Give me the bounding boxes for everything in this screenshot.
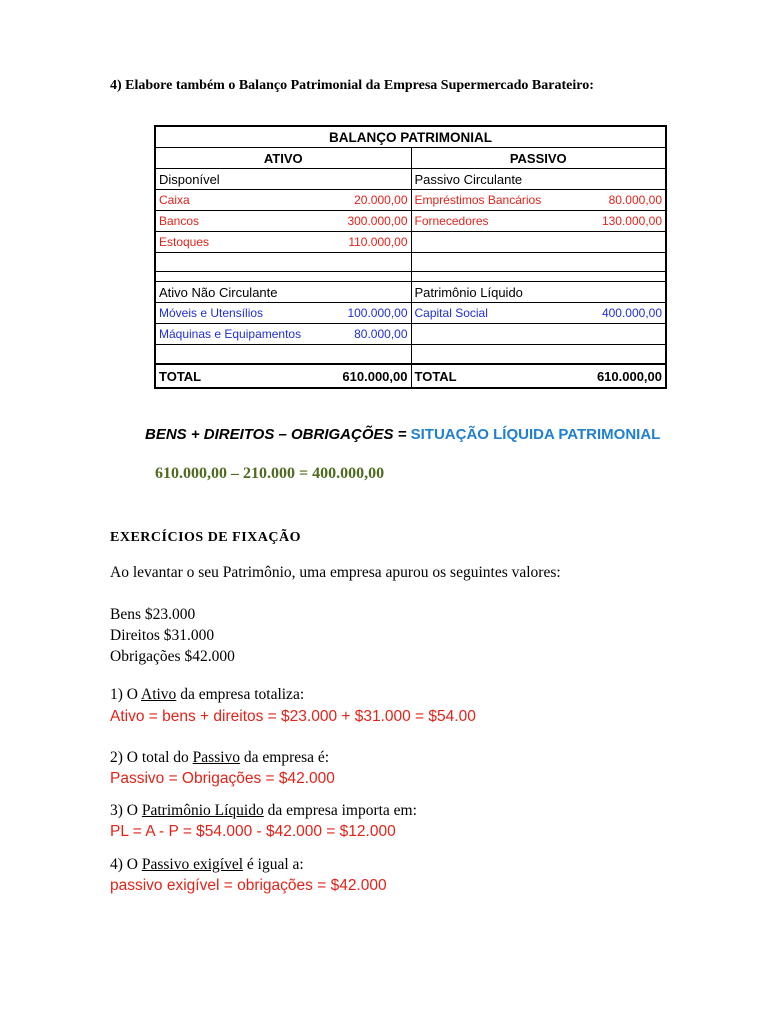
- question-term: Ativo: [141, 686, 177, 703]
- row-value: 80.000,00: [354, 327, 408, 341]
- total-label: TOTAL: [414, 368, 457, 384]
- section-disponivel: Disponível: [155, 169, 411, 190]
- calculation: 610.000,00 – 210.000 = 400.000,00: [155, 465, 385, 482]
- question-1: 1) O Ativo da empresa totaliza:: [110, 686, 305, 703]
- row-label: Caixa: [159, 193, 190, 207]
- question-term: Patrimônio Líquido: [141, 802, 264, 819]
- table-row: [155, 211, 666, 232]
- question-4: 4) O Passivo exigível é igual a:: [110, 856, 304, 873]
- empty-row: [155, 345, 666, 365]
- row-value: 300.000,00: [347, 214, 408, 228]
- row-label: Móveis e Utensílios: [159, 306, 264, 320]
- balance-sheet-table: [154, 125, 667, 389]
- section-ativo-nao-circulante: Ativo Não Circulante: [155, 282, 411, 303]
- equation-left: BENS + DIREITOS – OBRIGAÇÕES =: [145, 426, 411, 443]
- balance-sheet-title: BALANÇO PATRIMONIAL: [155, 126, 666, 148]
- table-row: [155, 303, 666, 324]
- value-bens: Bens $23.000: [110, 606, 196, 623]
- total-left-value: 610.000,00: [342, 368, 408, 384]
- row-label: Estoques: [159, 235, 210, 249]
- row-label: Máquinas e Equipamentos: [159, 327, 302, 341]
- value-obrigacoes: Obrigações $42.000: [110, 648, 235, 665]
- question-2: 2) O total do Passivo da empresa é:: [110, 749, 330, 766]
- equation-right: SITUAÇÃO LÍQUIDA PATRIMONIAL: [410, 426, 661, 443]
- empty-row: [155, 272, 666, 282]
- row-value: 100.000,00: [347, 306, 408, 320]
- question-term: Passivo: [192, 749, 241, 766]
- answer-3: PL = A - P = $54.000 - $42.000 = $12.000: [110, 823, 396, 840]
- section-passivo-circulante: Passivo Circulante: [411, 169, 666, 190]
- row-label: Fornecedores: [414, 214, 489, 228]
- row-value: 110.000,00: [348, 235, 408, 249]
- total-row: [155, 364, 666, 388]
- equation: [145, 426, 660, 443]
- section-patrimonio-liquido: Patrimônio Líquido: [411, 282, 666, 303]
- total-right-value: 610.000,00: [596, 368, 663, 384]
- row-value: 400.000,00: [601, 306, 663, 320]
- total-label: TOTAL: [159, 368, 202, 384]
- question-term: Passivo exigível: [141, 856, 244, 873]
- value-direitos: Direitos $31.000: [110, 627, 215, 644]
- passivo-header: PASSIVO: [411, 148, 666, 169]
- answer-1: Ativo = bens + direitos = $23.000 + $31.000 = $54.00: [110, 708, 476, 725]
- row-label: Bancos: [159, 214, 200, 228]
- answer-4: passivo exigível = obrigações = $42.000: [110, 877, 387, 894]
- exercises-intro: Ao levantar o seu Patrimônio, uma empresa apurou os seguintes valores:: [110, 564, 561, 581]
- row-value: 20.000,00: [354, 193, 408, 207]
- row-label: Capital Social: [414, 306, 488, 320]
- row-value: 80.000,00: [608, 193, 663, 207]
- row-label: Empréstimos Bancários: [414, 193, 542, 207]
- ativo-header: ATIVO: [155, 148, 411, 169]
- table-row: [155, 190, 666, 211]
- empty-row: [155, 253, 666, 272]
- values-list: [110, 604, 235, 667]
- section-heading: 4) Elabore também o Balanço Patrimonial da Empresa Supermercado Barateiro:: [110, 78, 594, 93]
- exercises-title: EXERCÍCIOS DE FIXAÇÃO: [110, 530, 301, 545]
- table-row: [155, 232, 666, 253]
- table-row: [155, 324, 666, 345]
- question-3: 3) O Patrimônio Líquido da empresa importa em:: [110, 802, 417, 819]
- answer-2: Passivo = Obrigações = $42.000: [110, 770, 335, 787]
- row-value: 130.000,00: [601, 214, 663, 228]
